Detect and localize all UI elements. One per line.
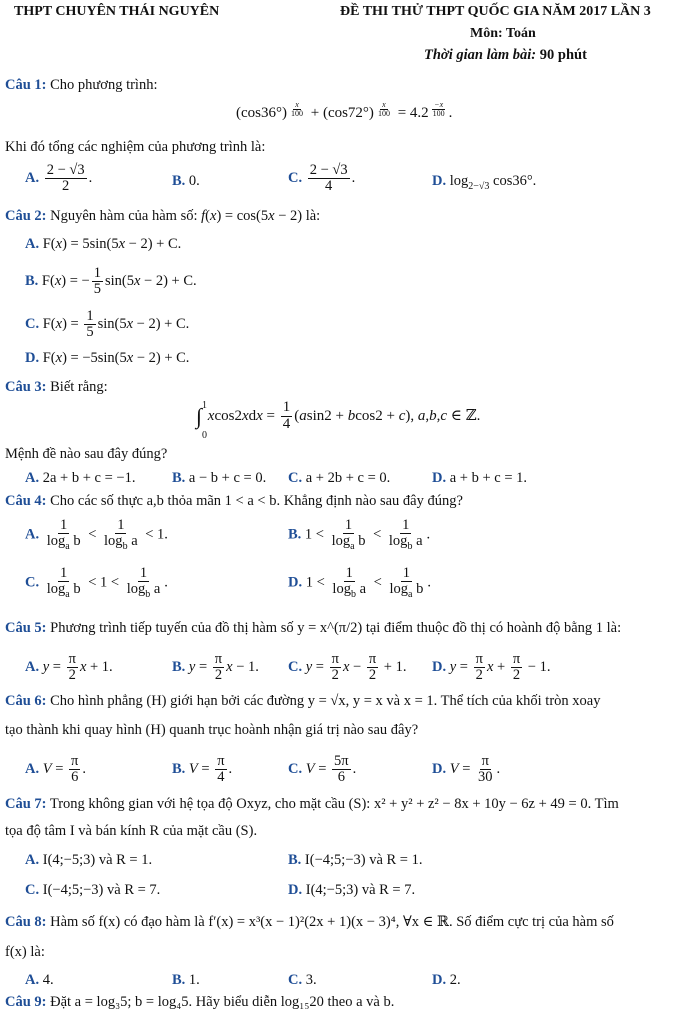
question-4: Câu 4: Cho các số thực a,b thỏa mãn 1 < a < b. Khẳng định nào sau đây đúng? — [5, 493, 463, 509]
q4-option-a[interactable]: A. $\frac{1}{\log_a b}$ < $\frac{1}{\log_b a}$ < 1. — [25, 517, 168, 553]
q8-line2: f(x) là: — [5, 944, 45, 960]
q7-option-b[interactable]: B. I(−4;5;−3) và R = 1. — [288, 852, 423, 868]
q6-option-c[interactable]: C. V = $\frac{5\pi}{6}$ . — [288, 753, 357, 786]
q3-equation: ∫ 1 0 xcos2xdx = $\frac{1}{4}$ (asin2 + bcos2 + c), a,b,c ∈ ℤ. — [196, 399, 481, 441]
q6-option-b[interactable]: B. V = $\frac{\pi}{4}$ . — [172, 753, 233, 786]
q2-option-b[interactable]: B. F(x) = − $\frac{1}{5}$ sin(5x − 2) + C. — [25, 265, 197, 298]
q2-option-a[interactable]: A. F(x) = 5sin(5x − 2) + C. — [25, 236, 182, 252]
school-name: THPT CHUYÊN THÁI NGUYÊN — [14, 4, 220, 19]
q2-option-c[interactable]: C. F(x) = $\frac{1}{5}$ sin(5x − 2) + C. — [25, 308, 190, 341]
q1-equation: (cos36°) $^{\frac{x}{100}}$ + (cos72°) $^{\frac{x}{100}}$ = 4.2 $^{\frac{-x}{100}}$ . — [236, 100, 453, 121]
q3-option-a[interactable]: A. 2a + b + c = −1. — [25, 470, 136, 486]
question-7: Câu 7: Trong không gian với hệ tọa độ Oxyz, cho mặt cầu (S): x² + y² + z² − 8x + 10y − 6z + 49 = 0. Tìm — [5, 796, 619, 812]
q8-option-c[interactable]: C. 3. — [288, 972, 317, 988]
question-5: Câu 5: Phương trình tiếp tuyến của đồ thị hàm số y = x^(π/2) tại điểm thuộc đồ thị có hoành độ bằng 1 là: — [5, 620, 622, 636]
question-1: Câu 1: Cho phương trình: — [5, 77, 158, 93]
exam-title: ĐỀ THI THỬ THPT QUỐC GIA NĂM 2017 LẦN 3 — [340, 4, 651, 19]
q4-option-d[interactable]: D. 1 < $\frac{1}{\log_b a}$ < $\frac{1}{\log_a b}$ . — [288, 565, 431, 601]
question-6: Câu 6: Cho hình phẳng (H) giới hạn bởi các đường y = √x, y = x và x = 1. Thể tích của khối tròn xoay — [5, 693, 601, 709]
q6-option-d[interactable]: D. V = $\frac{\pi}{30}$ . — [432, 753, 501, 786]
q4-option-c[interactable]: C. $\frac{1}{\log_a b}$ < 1 < $\frac{1}{\log_b a}$ . — [25, 565, 168, 601]
subject: Môn: Toán — [470, 26, 536, 41]
q2-option-d[interactable]: D. F(x) = −5sin(5x − 2) + C. — [25, 350, 190, 366]
q1-option-d[interactable]: D. $\log_{2-√3} \cos 36^\circ$. — [432, 173, 537, 192]
q7-option-c[interactable]: C. I(−4;5;−3) và R = 7. — [25, 882, 161, 898]
q5-option-b[interactable]: B. y = $\frac{\pi}{2}$ x − 1. — [172, 651, 259, 684]
question-3: Câu 3: Biết rằng: — [5, 379, 108, 395]
q7-line2: tọa độ tâm I và bán kính R của mặt cầu (S). — [5, 823, 258, 839]
q5-option-a[interactable]: A. y = $\frac{\pi}{2}$ x + 1. — [25, 651, 113, 684]
time-limit: Thời gian làm bài: 90 phút — [424, 47, 587, 63]
q3-option-c[interactable]: C. a + 2b + c = 0. — [288, 470, 391, 486]
question-9: Câu 9: Đặt a = log₃5; b = log₄5. Hãy biểu diễn log₁₅20 theo a và b. — [5, 994, 395, 1010]
question-2: Câu 2: Nguyên hàm của hàm số: f(x) = cos(5x − 2) là: — [5, 208, 321, 224]
question-8: Câu 8: Hàm số f(x) có đạo hàm là f′(x) = x³(x − 1)²(2x + 1)(x − 3)⁴, ∀x ∈ ℝ. Số điểm cực trị của hàm số — [5, 914, 614, 930]
q5-option-c[interactable]: C. y = $\frac{\pi}{2}$ x − $\frac{\pi}{2}$ + 1. — [288, 651, 407, 684]
q6-option-a[interactable]: A. V = $\frac{\pi}{6}$ . — [25, 753, 86, 786]
q5-option-d[interactable]: D. y = $\frac{\pi}{2}$ x + $\frac{\pi}{2}$ − 1. — [432, 651, 551, 684]
q1-option-a[interactable]: A. $\frac{2 - √3}{2}$ . — [25, 162, 93, 195]
q8-option-b[interactable]: B. 1. — [172, 972, 200, 988]
q1-option-c[interactable]: C. $\frac{2 - √3}{4}$ . — [288, 162, 356, 195]
q7-option-a[interactable]: A. I(4;−5;3) và R = 1. — [25, 852, 153, 868]
q3-option-b[interactable]: B. a − b + c = 0. — [172, 470, 267, 486]
q6-line2: tạo thành khi quay hình (H) quanh trục hoành nhận giá trị nào sau đây? — [5, 722, 419, 738]
q8-option-a[interactable]: A. 4. — [25, 972, 54, 988]
q1-option-b[interactable]: B. 0. — [172, 173, 200, 189]
q3-prompt: Mệnh đề nào sau đây đúng? — [5, 446, 168, 462]
q8-option-d[interactable]: D. 2. — [432, 972, 461, 988]
q3-option-d[interactable]: D. a + b + c = 1. — [432, 470, 528, 486]
q7-option-d[interactable]: D. I(4;−5;3) và R = 7. — [288, 882, 416, 898]
q1-prompt: Khi đó tổng các nghiệm của phương trình là: — [5, 139, 266, 155]
q4-option-b[interactable]: B. 1 < $\frac{1}{\log_a b}$ < $\frac{1}{\log_b a}$ . — [288, 517, 431, 553]
